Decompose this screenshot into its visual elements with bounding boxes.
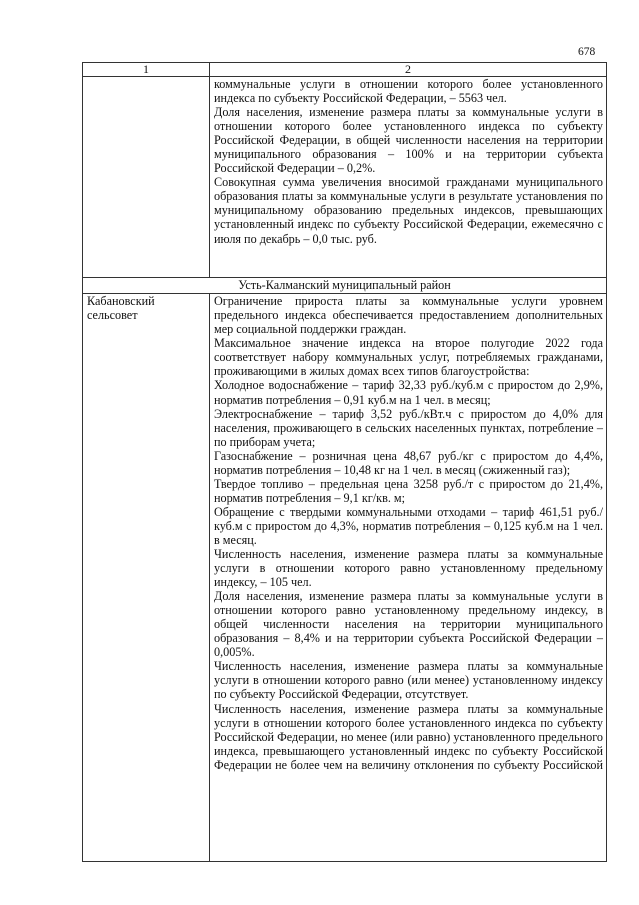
row-paragraph: Численность населения, изменение размера платы за коммунальные услуги в отношении которого более установленного индекса по субъекту Российской Федерации, но менее (или равно) установленного предельного индекса, превышающего установленный индекс по субъекту Российской Федерации не более чем на величину отклонения по субъекту Российской [214,701,603,772]
row-paragraph: Электроснабжение – тариф 3,52 руб./кВт.ч с приростом до 4,0% для населения, проживающего в сельских населенных пунктах, потребление – по приборам учета; [214,406,603,449]
header-row [83,63,607,77]
continuation-paragraph: коммунальные услуги в отношении которого более установленного индекса по субъекту Российской Федерации, – 5563 чел. [214,77,603,106]
continuation-paragraph: Доля населения, изменение размера платы за коммунальные услуги в отношении которого более установленного индекса по субъекту Российской Федерации, в общей численности населения на территории муниципального образования – 100% и на территории субъекта Российской Федерации – 0,2%. [214,105,603,176]
row-paragraph: Доля населения, изменение размера платы за коммунальные услуги в отношении которого равно установленному предельному индексу, в общей численности населения на территории муниципального образования – 8,4% и на территории субъекта Российской Федерации – 0,005%. [214,589,603,660]
district-row [83,278,607,294]
continuation-paragraph: Совокупная сумма увеличения вносимой гражданами муниципального образования платы за коммунальные услуги в результате установления по муниципальному образованию предельных индексов, превышающих установленный индекс по субъекту Российской Федерации, ежемесячно с июля по декабрь – 0,0 тыс. руб. [214,175,603,246]
continuation-row [83,77,607,278]
continuation-left-cell [83,77,210,278]
row-paragraph: Холодное водоснабжение – тариф 32,33 руб./куб.м с приростом до 2,9%, норматив потребления – 0,91 куб.м на 1 чел. в месяц; [214,378,603,407]
column-header-1: 1 [83,63,210,77]
continuation-text-cell [210,77,607,278]
column-header-2: 2 [210,63,607,77]
row-paragraph: Ограничение прироста платы за коммунальные услуги уровнем предельного индекса обеспечивается предоставлением дополнительных мер социальной поддержки граждан. [214,294,603,337]
document-table [82,62,607,862]
row-paragraph: Твердое топливо – предельная цена 3258 руб./т с приростом до 21,4%, норматив потребления – 9,1 кг/кв. м; [214,476,603,505]
row-paragraph: Численность населения, изменение размера платы за коммунальные услуги в отношении которого равно (или менее) установленному индексу по субъекту Российской Федерации, отсутствует. [214,659,603,702]
row-paragraph: Газоснабжение – розничная цена 48,67 руб./кг с приростом до 4,4%, норматив потребления – 10,48 кг на 1 чел. в месяц (сжиженный газ); [214,448,603,477]
row-paragraph: Максимальное значение индекса на второе полугодие 2022 года соответствует набору коммунальных услуг, потребляемых гражданами, проживающими в жилых домах всех типов благоустройства: [214,336,603,379]
municipality-name: Кабановский сельсовет [83,294,210,862]
page-number: 678 [578,46,596,58]
municipality-text-cell [210,294,607,862]
row-paragraph: Численность населения, изменение размера платы за коммунальные услуги в отношении которого равно установленному предельному индексу, – 105 чел. [214,547,603,590]
district-title: Усть-Калманский муниципальный район [83,278,607,294]
row-paragraph: Обращение с твердыми коммунальными отходами – тариф 461,51 руб./куб.м с приростом до 4,3%, норматив потребления – 0,125 куб.м на 1 чел. в месяц. [214,504,603,547]
municipality-row [83,294,607,862]
